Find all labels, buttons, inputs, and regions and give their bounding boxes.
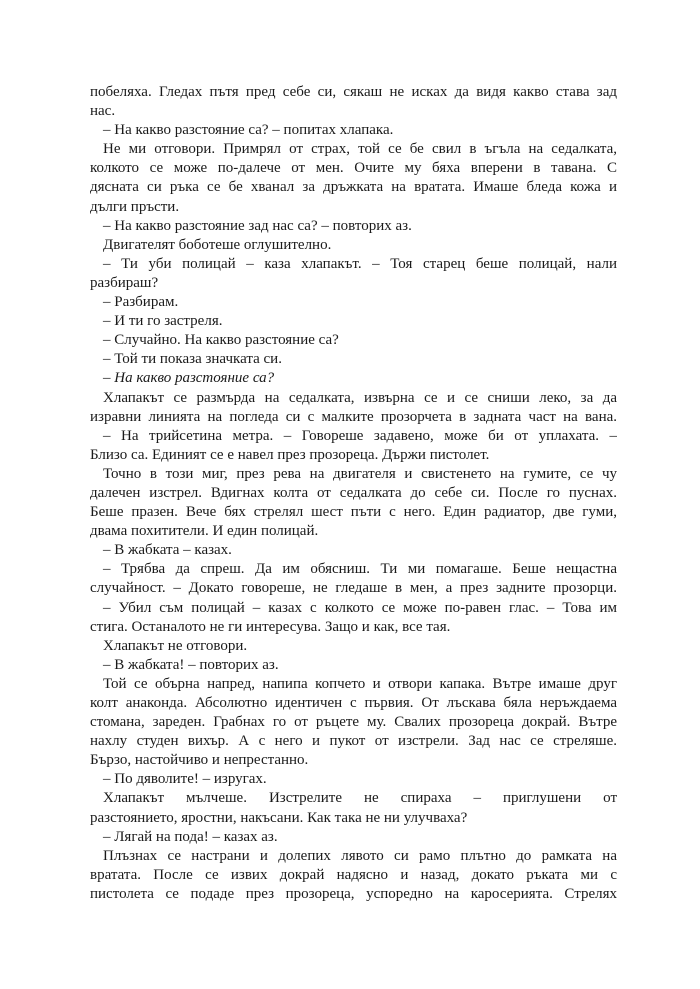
text-line: – Разбирам. bbox=[103, 294, 179, 311]
text-line: пистолета се подаде през прозореца, успоредно на каросерията. Стрелях bbox=[90, 885, 617, 902]
text-line: побеляха. Гледах пътя пред себе си, сякаш не исках да видя какво става зад bbox=[90, 84, 617, 100]
text-line: – В жабката! – повторих аз. bbox=[103, 656, 279, 673]
text-line: – Убил съм полицай – казах с колкото се може по-равен глас. – Това им bbox=[103, 599, 617, 616]
text-line: – Трябва да спреш. Да им обясниш. Ти ми помагаше. Беше нещастна bbox=[103, 561, 617, 578]
text-line: – На трийсетина метра. – Говореше задавено, може би от уплахата. – bbox=[103, 427, 617, 444]
text-line: случайност. – Докато говореше, не гледаше в мен, а през задните прозорци. bbox=[90, 580, 617, 597]
text-line: нахлу студен вихър. А с него и пукот от изстрели. Зад нас се стреляше. bbox=[90, 733, 617, 750]
text-line: колт анаконда. Абсолютно идентичен с първия. От лъскава бяла неръждаема bbox=[90, 695, 617, 711]
text-line: стига. Останалото не ги интересува. Защо и как, все тая. bbox=[90, 618, 451, 635]
text-line: Бързо, настойчиво и непрестанно. bbox=[90, 752, 309, 769]
text-line: разстоянието, яростни, накъсани. Как така не ни улучваха? bbox=[90, 809, 468, 826]
text-line: Плъзнах се настрани и долепих лявото си рамо плътно до рамката на bbox=[103, 847, 617, 864]
text-line: – На какво разстояние зад нас са? – повторих аз. bbox=[103, 217, 412, 234]
text-line: стомана, зареден. Грабнах го от ръцете му. Свалих прозореца докрай. Вътре bbox=[90, 714, 617, 731]
text-line: нас. bbox=[90, 103, 116, 120]
text-line: Хлапакът се размърда на седалката, извърна се и се сниши леко, за да bbox=[103, 389, 617, 406]
text-line: вратата. После се извих докрай надясно и назад, докато ръката ми с bbox=[90, 866, 617, 883]
text-line: колкото се може по-далече от мен. Очите му бяха вперени в тавана. С bbox=[90, 160, 617, 177]
text-line: Хлапакът мълчеше. Изстрелите не спираха – приглушени от bbox=[103, 790, 617, 807]
text-line: Хлапакът не отговори. bbox=[103, 637, 248, 654]
text-line: Точно в този миг, през рева на двигателя и свистенето на гумите, се чу bbox=[103, 465, 617, 482]
text-line: Не ми отговори. Примрял от страх, той се бе свил в ъгъла на седалката, bbox=[103, 141, 617, 158]
text-line: дясната си ръка се бе хванал за дръжката на вратата. Имаше бледа кожа и bbox=[90, 179, 617, 196]
text-line: – И ти го застреля. bbox=[103, 313, 223, 330]
text-line: – В жабката – казах. bbox=[103, 542, 232, 559]
text-line: – Лягай на пода! – казах аз. bbox=[103, 828, 278, 845]
text-line: Той се обърна напред, напипа копчето и отвори капака. Вътре имаше друг bbox=[103, 675, 617, 692]
text-line: Беше празен. Вече бях стрелял шест пъти с него. Един радиатор, две гуми, bbox=[90, 504, 617, 521]
text-line: Двигателят боботеше оглушително. bbox=[103, 236, 332, 253]
text-line: дълги пръсти. bbox=[90, 198, 180, 215]
text-line: двама похитители. И един полицай. bbox=[90, 523, 319, 540]
book-page-text bbox=[90, 83, 617, 904]
text-line: – Той ти показа значката си. bbox=[103, 351, 282, 368]
text-line: – На какво разстояние са? – попитах хлапака. bbox=[103, 122, 394, 139]
text-line: далечен изстрел. Вдигнах колта от седалката до себе си. После го пуснах. bbox=[90, 484, 617, 501]
text-line: – На какво разстояние са? bbox=[103, 370, 275, 387]
text-line: – По дяволите! – изругах. bbox=[103, 771, 267, 788]
text-line: – Ти уби полицай – каза хлапакът. – Тоя старец беше полицай, нали bbox=[103, 255, 617, 272]
text-line: Близо са. Единият се е навел през прозореца. Държи пистолет. bbox=[90, 446, 490, 463]
text-line: разбираш? bbox=[90, 274, 159, 291]
text-line: – Случайно. На какво разстояние са? bbox=[103, 332, 339, 349]
text-line: изравни линията на погледа си с малките прозорчета в задната част на вана. bbox=[90, 408, 617, 425]
